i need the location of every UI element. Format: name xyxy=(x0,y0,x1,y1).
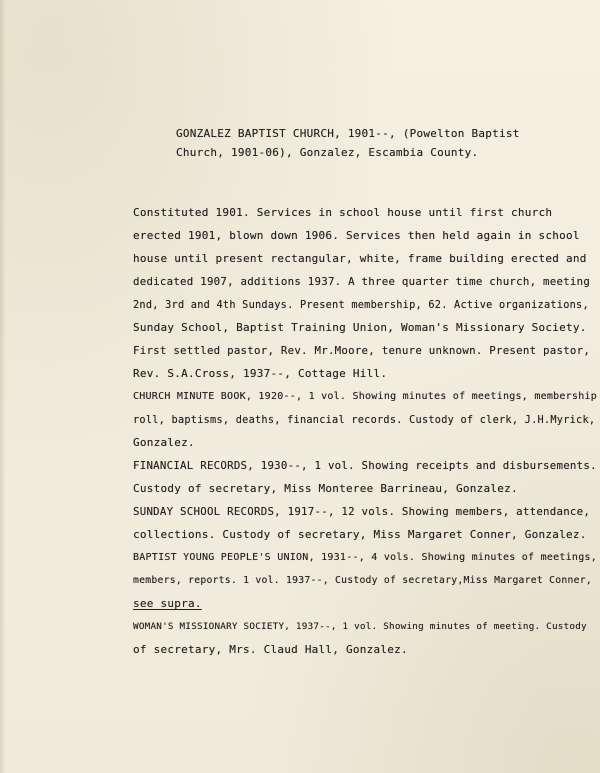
document-heading: GONZALEZ BAPTIST CHURCH, 1901--, (Powelton Baptist Church, 1901-06), Gonzalez, Escambia County. xyxy=(176,127,520,159)
record-entry-line: BAPTIST YOUNG PEOPLE'S UNION, 1931--, 4 vols. Showing minutes of meetings, xyxy=(133,552,598,563)
record-entry-line: of secretary, Mrs. Claud Hall, Gonzalez. xyxy=(133,643,408,656)
record-entry-line: Custody of secretary, Miss Monteree Barrineau, Gonzalez. xyxy=(133,482,518,495)
body-line: dedicated 1907, additions 1937. A three quarter time church, meeting xyxy=(133,275,591,288)
record-entry-line: WOMAN'S MISSIONARY SOCIETY, 1937--, 1 vol. Showing minutes of meeting. Custody xyxy=(133,621,587,632)
record-entry-line: members, reports. 1 vol. 1937--, Custody of secretary,Miss Margaret Conner, xyxy=(133,575,592,586)
body-line: 2nd, 3rd and 4th Sundays. Present membership, 62. Active organizations, xyxy=(133,299,589,311)
paper-edge-shadow xyxy=(0,0,6,773)
body-line: house until present rectangular, white, frame building erected and xyxy=(133,252,587,265)
record-entry-line: SUNDAY SCHOOL RECORDS, 1917--, 12 vols. Showing members, attendance, xyxy=(133,505,591,518)
record-entry-line: roll, baptisms, deaths, financial records. Custody of clerk, J.H.Myrick, xyxy=(133,414,596,426)
record-entry-line: CHURCH MINUTE BOOK, 1920--, 1 vol. Showing minutes of meetings, membership xyxy=(133,391,598,402)
record-entry-line: Gonzalez. xyxy=(133,436,195,449)
body-line: Constituted 1901. Services in school house until first church xyxy=(133,206,553,219)
body-line: First settled pastor, Rev. Mr.Moore, tenure unknown. Present pastor, xyxy=(133,344,591,357)
body-line: erected 1901, blown down 1906. Services then held again in school xyxy=(133,229,580,242)
record-entry-line: see supra. xyxy=(133,597,202,610)
record-entry-line: FINANCIAL RECORDS, 1930--, 1 vol. Showing receipts and disbursements. xyxy=(133,459,597,472)
body-line: Rev. S.A.Cross, 1937--, Cottage Hill. xyxy=(133,367,388,380)
body-line: Sunday School, Baptist Training Union, Woman's Missionary Society. xyxy=(133,321,587,334)
record-entry-line: collections. Custody of secretary, Miss Margaret Conner, Gonzalez. xyxy=(133,528,587,541)
